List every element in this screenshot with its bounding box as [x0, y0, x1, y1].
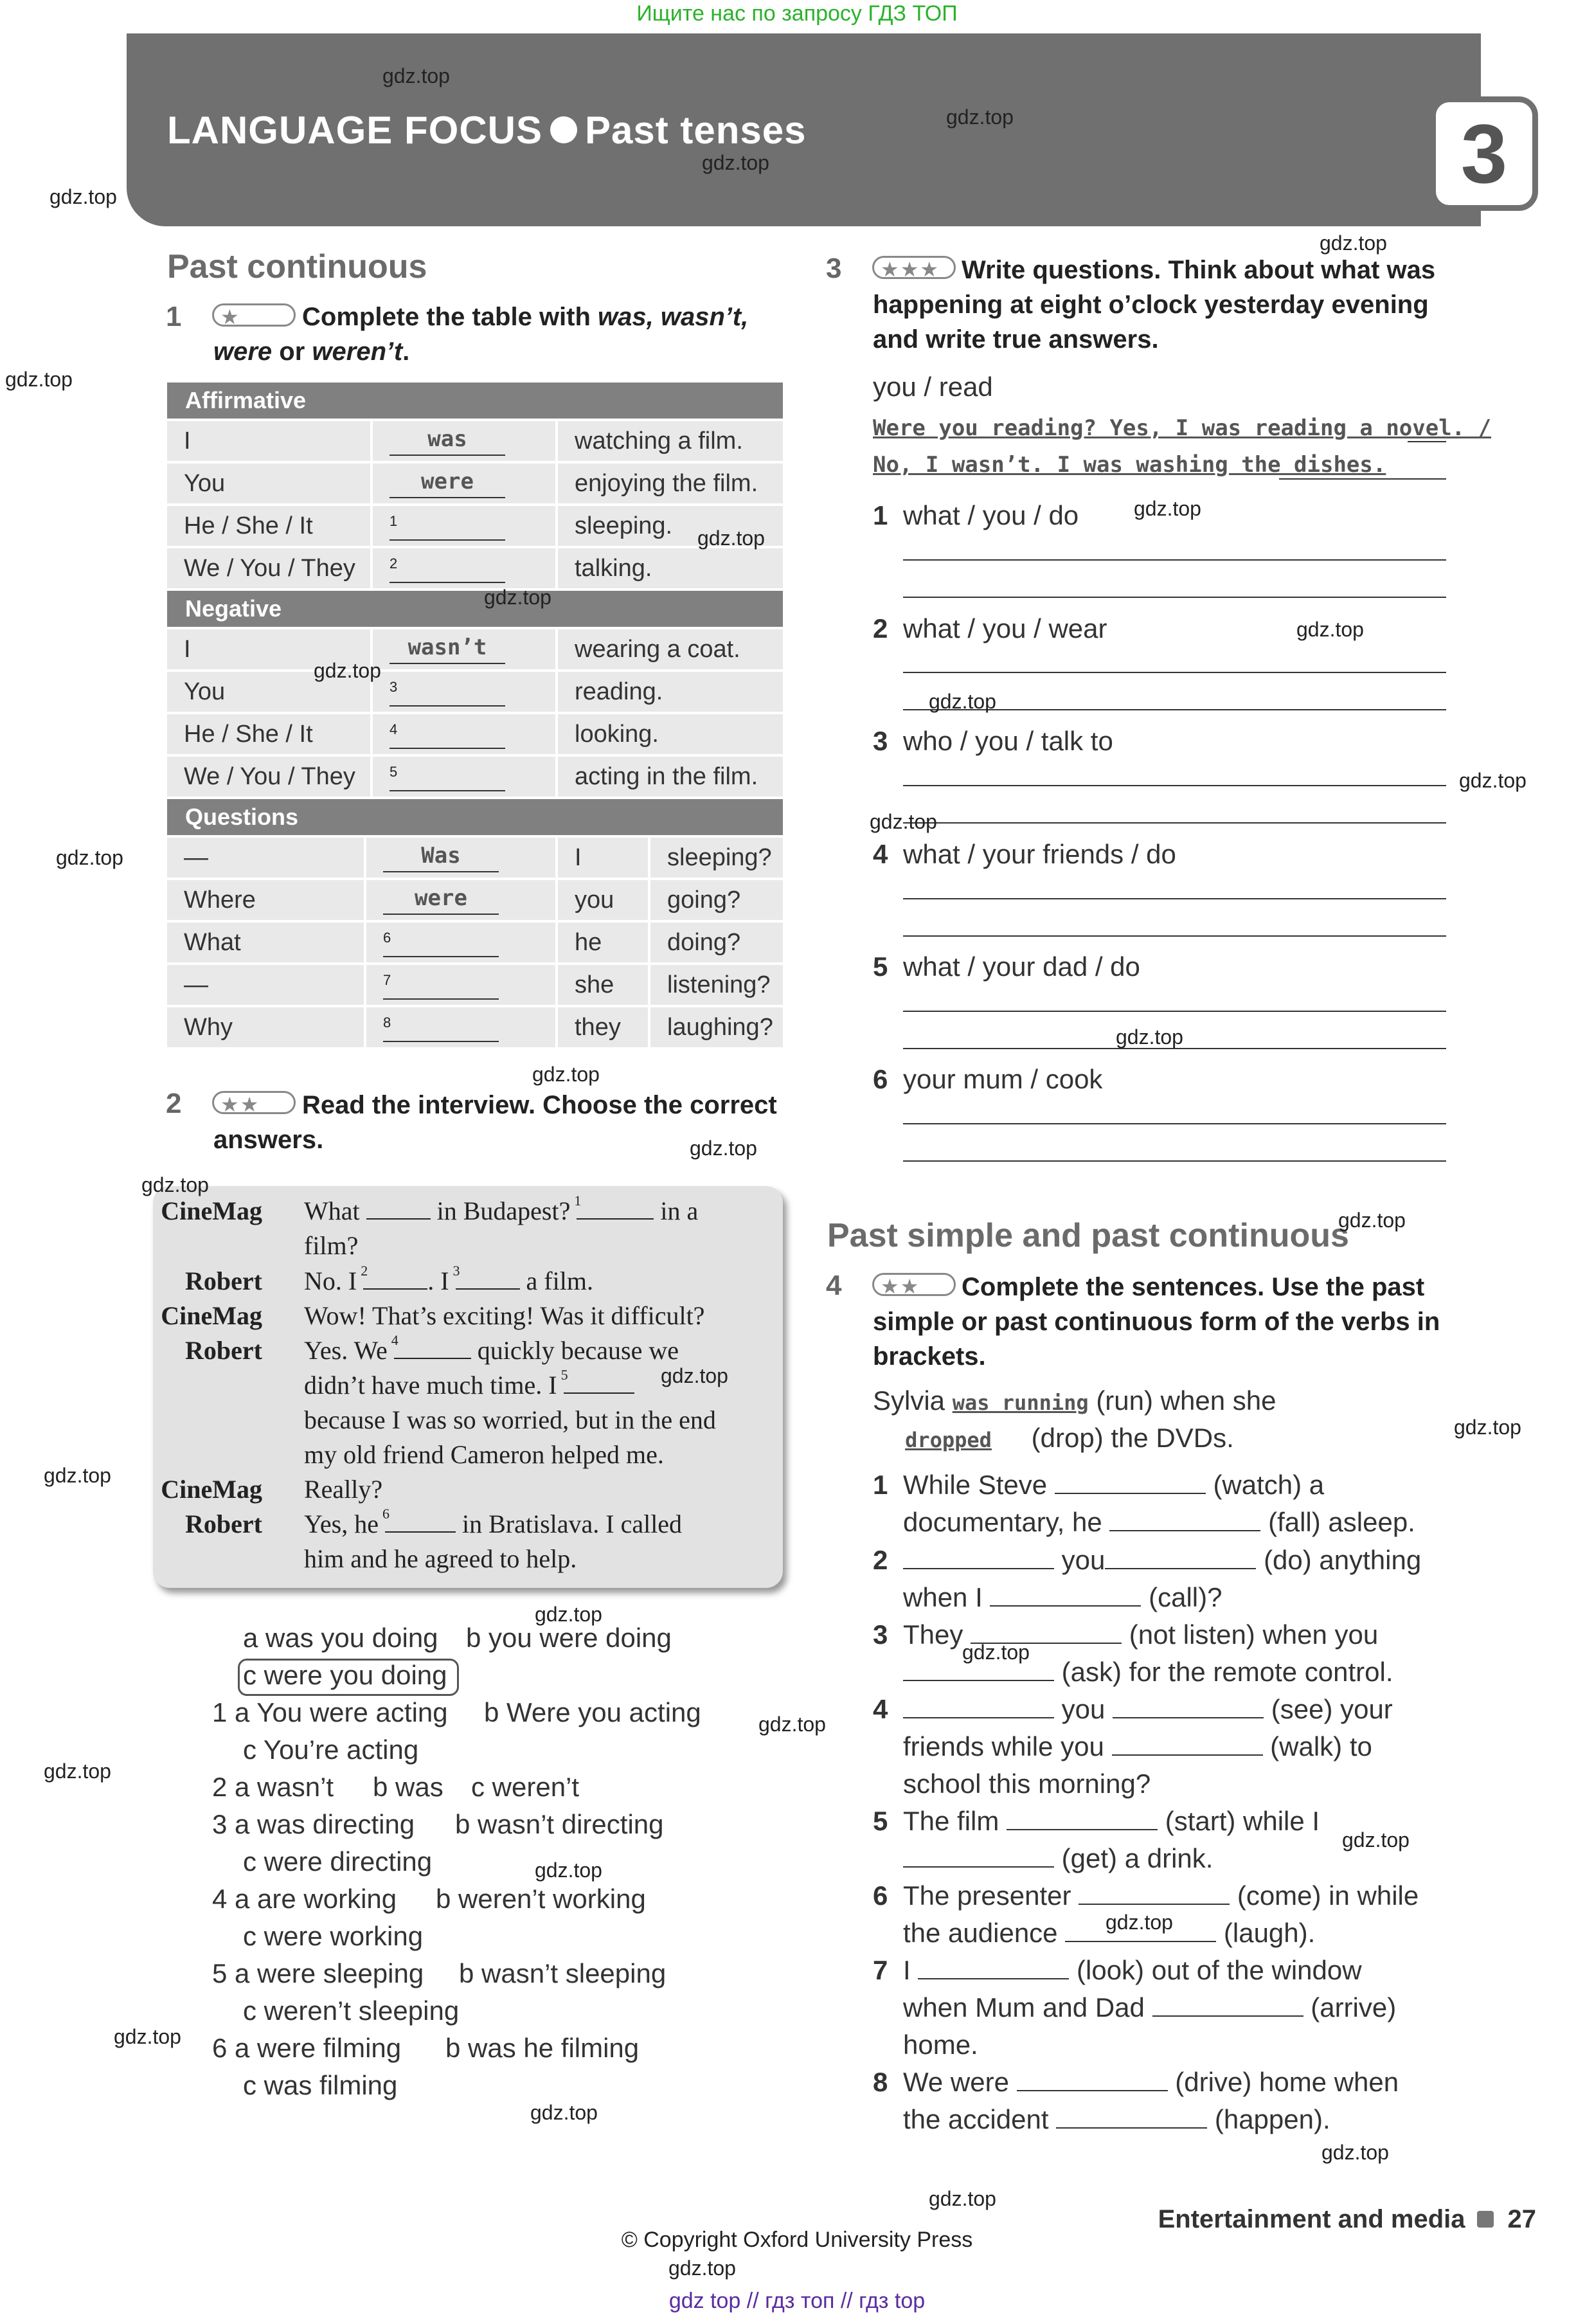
exercise-2-instruction: Read the interview. Choose the correct answers. — [213, 1091, 777, 1154]
sentence-line: The film (start) while I — [903, 1806, 1320, 1836]
sentence-line: friends while you (walk) to — [903, 1731, 1372, 1761]
watermark: gdz.top — [484, 586, 551, 609]
exercise-1-number: 1 — [166, 301, 182, 332]
exercise-4-instruction: Complete the sentences. Use the past simple or past continuous form of the verbs in brackets. — [873, 1273, 1440, 1371]
blank-cell — [373, 421, 555, 461]
answer-line[interactable] — [903, 785, 1446, 786]
rest-cell: reading. — [558, 672, 783, 712]
watermark: gdz.top — [690, 1137, 757, 1160]
question-prompt: what / your friends / do — [903, 839, 1176, 869]
speaker-cinemag: CineMag — [161, 1196, 262, 1225]
answer-blank[interactable] — [1079, 1884, 1230, 1905]
watermark: gdz.top — [1454, 1416, 1521, 1439]
example-answer: Were you reading? Yes, I was reading a novel. / — [873, 415, 1492, 441]
wh-cell: — — [167, 838, 364, 878]
watermark: gdz.top — [535, 1859, 602, 1882]
rest-cell: wearing a coat. — [558, 629, 783, 669]
table-row — [167, 464, 783, 503]
sentence-line: They (not listen) when you — [903, 1619, 1379, 1650]
answer-blank[interactable] — [1105, 1549, 1256, 1569]
sentence-line: when I (call)? — [903, 1582, 1222, 1612]
item-number: 4 — [873, 1694, 888, 1724]
answer-line[interactable] — [903, 1160, 1446, 1162]
wh-cell: What — [167, 923, 364, 962]
question-prompt: what / you / do — [903, 500, 1079, 530]
bottom-links[interactable]: gdz top // гдз топ // гдз top — [668, 2289, 926, 2313]
sentence-line: While Steve (watch) a — [903, 1470, 1325, 1500]
answer-blank[interactable]: 8 — [383, 1013, 499, 1042]
watermark: gdz.top — [114, 2025, 181, 2048]
answer-blank[interactable] — [1113, 1698, 1264, 1718]
interview-line: him and he agreed to help. — [304, 1544, 577, 1573]
watermark: gdz.top — [1342, 1828, 1410, 1851]
table-row — [167, 506, 783, 546]
square-icon — [1477, 2211, 1494, 2228]
table-row — [167, 1007, 783, 1047]
table-row — [167, 965, 783, 1005]
example-answer: No, I wasn’t. I was washing the dishes. — [873, 452, 1386, 478]
answer-blank[interactable]: 7 — [383, 970, 499, 1000]
answer-blank[interactable] — [903, 1698, 1054, 1718]
answer-blank[interactable]: wasn’t — [390, 635, 505, 664]
watermark: gdz.top — [1338, 1209, 1406, 1232]
verb-cell: listening? — [650, 965, 783, 1005]
answer-line[interactable] — [903, 1123, 1446, 1124]
question-prompt: your mum / cook — [903, 1064, 1103, 1094]
item-number: 5 — [873, 951, 888, 982]
sentence-line: I (look) out of the window — [903, 1955, 1362, 1985]
item-number: 5 — [873, 1806, 888, 1836]
speaker-robert: Robert — [185, 1336, 262, 1365]
exercise-2-number: 2 — [166, 1088, 182, 1119]
bullet-icon — [550, 116, 577, 143]
watermark: gdz.top — [661, 1364, 728, 1387]
option[interactable]: 3 a was directing — [212, 1809, 415, 1839]
item-number: 1 — [873, 500, 888, 530]
watermark: gdz.top — [1106, 1911, 1173, 1934]
subject-cell: You — [167, 672, 370, 712]
table-row — [167, 923, 783, 962]
verb-cell: doing? — [650, 923, 783, 962]
table-row — [167, 880, 783, 920]
subject-cell: they — [558, 1007, 648, 1047]
exercise-4-number: 4 — [826, 1270, 842, 1301]
sentence-line: you (see) your — [903, 1694, 1393, 1725]
item-number: 4 — [873, 839, 888, 869]
rest-cell: acting in the film. — [558, 757, 783, 797]
sentence-line: the audience (laugh). — [903, 1918, 1316, 1948]
answer-line[interactable] — [903, 1011, 1446, 1012]
wh-cell: — — [167, 965, 364, 1005]
table-section-questions: Questions — [167, 799, 783, 835]
answer-blank[interactable]: 5 — [390, 762, 505, 791]
option[interactable]: b Were you acting — [484, 1697, 701, 1727]
watermark: gdz.top — [314, 659, 381, 682]
watermark: gdz.top — [141, 1173, 209, 1196]
watermark: gdz.top — [1116, 1025, 1183, 1049]
table-section-negative: Negative — [167, 591, 783, 627]
sentence-line: (ask) for the remote control. — [903, 1657, 1393, 1688]
blank-cell — [373, 548, 555, 588]
title-left: LANGUAGE FOCUS — [167, 109, 542, 152]
answer-blank[interactable]: Was — [383, 843, 499, 872]
subject-cell: He / She / It — [167, 714, 370, 754]
option[interactable]: b was — [373, 1772, 443, 1802]
sentence-line: We were (drive) home when — [903, 2067, 1399, 2097]
answer-blank[interactable] — [903, 1549, 1054, 1569]
answer-blank[interactable] — [918, 1959, 1069, 1979]
option[interactable]: b wasn’t sleeping — [459, 1958, 667, 1988]
watermark: gdz.top — [56, 846, 123, 869]
option[interactable]: b weren’t working — [436, 1884, 646, 1914]
rest-cell: sleeping. — [558, 506, 783, 546]
table-row — [167, 421, 783, 461]
item-number: 2 — [873, 613, 888, 644]
option[interactable]: 2 a wasn’t — [212, 1772, 334, 1802]
answer-blank[interactable]: 4 — [390, 719, 505, 749]
answer-blank[interactable] — [1017, 2071, 1168, 2091]
option[interactable]: b wasn’t directing — [455, 1809, 664, 1839]
speaker-robert: Robert — [185, 1266, 262, 1295]
answer-blank[interactable] — [1109, 1511, 1260, 1531]
interview-line: Really? — [304, 1475, 383, 1504]
answer-blank[interactable] — [1055, 1473, 1206, 1494]
sentence-line: school this morning? — [903, 1769, 1151, 1799]
watermark: gdz.top — [44, 1760, 111, 1783]
blank-cell — [373, 506, 555, 546]
option[interactable]: c You’re acting — [243, 1734, 419, 1765]
sentence-line: home. — [903, 2030, 978, 2060]
unit-number: 3 — [1430, 96, 1538, 211]
watermark: gdz.top — [668, 2256, 736, 2280]
question-prompt: what / you / wear — [903, 613, 1107, 644]
blank-cell — [373, 672, 555, 712]
sentence-line: The presenter (come) in while — [903, 1880, 1419, 1911]
option[interactable]: a was you doing — [243, 1623, 438, 1653]
question-prompt: what / your dad / do — [903, 951, 1140, 982]
blank-cell — [366, 965, 555, 1005]
interview-line: Yes, he 6 in Bratislava. I called — [304, 1506, 683, 1538]
subject-cell: you — [558, 880, 648, 920]
watermark: gdz.top — [535, 1603, 602, 1626]
watermark: gdz.top — [1296, 618, 1364, 641]
example-sentence: dropped (drop) the DVDs. — [905, 1423, 1234, 1453]
subject-cell: I — [167, 421, 370, 461]
interview-line: No. I 2 . I 3 a film. — [304, 1263, 593, 1295]
answer-line[interactable] — [903, 898, 1446, 899]
exercise-1-instruction: Complete the table with was, wasn’t, were or weren’t. — [213, 303, 749, 366]
option[interactable]: b was he filming — [445, 2033, 640, 2063]
interview-line: Wow! That’s exciting! Was it difficult? — [304, 1301, 705, 1330]
answer-line — [1408, 441, 1446, 442]
blank-cell — [373, 714, 555, 754]
option[interactable]: 5 a were sleeping — [212, 1958, 424, 1988]
watermark: gdz.top — [946, 105, 1014, 129]
verb-cell: sleeping? — [650, 838, 783, 878]
subject-cell: We / You / They — [167, 548, 370, 588]
table-row — [167, 672, 783, 712]
watermark: gdz.top — [1134, 497, 1201, 520]
watermark: gdz.top — [929, 2187, 996, 2210]
interview-line: Yes. We 4 quickly because we — [304, 1332, 679, 1365]
top-note: Ищите нас по запросу ГДЗ ТОП — [636, 1, 958, 26]
subject-cell: I — [167, 629, 370, 669]
verb-cell: going? — [650, 880, 783, 920]
answer-blank[interactable]: 2 — [390, 554, 505, 583]
wh-cell: Why — [167, 1007, 364, 1047]
blank-cell — [366, 838, 555, 878]
grammar-table — [167, 383, 783, 1050]
answer-blank[interactable]: 6 — [383, 928, 499, 957]
interview-line: What in Budapest? 1 in a — [304, 1193, 699, 1225]
blank-cell — [373, 629, 555, 669]
watermark: gdz.top — [702, 151, 769, 174]
answer-blank[interactable]: 1 — [390, 511, 505, 541]
answer-line[interactable] — [903, 597, 1446, 598]
answer-blank[interactable] — [1007, 1810, 1158, 1830]
sentence-line: the accident (happen). — [903, 2104, 1330, 2134]
answer-blank[interactable]: were — [383, 885, 499, 915]
answer-blank[interactable]: were — [390, 469, 505, 498]
answer-line[interactable] — [903, 559, 1446, 561]
answer-line[interactable] — [903, 822, 1446, 824]
subject-cell: We / You / They — [167, 757, 370, 797]
answer-blank[interactable] — [903, 1847, 1054, 1868]
option[interactable]: c were working — [243, 1921, 424, 1951]
watermark: gdz.top — [1320, 231, 1387, 255]
verb-cell: laughing? — [650, 1007, 783, 1047]
example-prompt: you / read — [873, 372, 993, 402]
item-number: 6 — [873, 1064, 888, 1094]
question-prompt: who / you / talk to — [903, 726, 1113, 756]
answer-blank[interactable] — [1152, 1996, 1303, 2017]
interview-line: because I was so worried, but in the end — [304, 1405, 716, 1434]
sentence-line: (get) a drink. — [903, 1843, 1213, 1874]
speaker-robert: Robert — [185, 1509, 262, 1538]
subject-cell: He / She / It — [167, 506, 370, 546]
sentence-line: documentary, he (fall) asleep. — [903, 1507, 1415, 1537]
wh-cell: Where — [167, 880, 364, 920]
rest-cell: enjoying the film. — [558, 464, 783, 503]
watermark: gdz.top — [44, 1464, 111, 1487]
item-number: 3 — [873, 1619, 888, 1650]
option[interactable]: c was filming — [243, 2070, 398, 2100]
watermark: gdz.top — [5, 368, 73, 391]
answer-blank[interactable]: 3 — [390, 677, 505, 707]
interview-line: my old friend Cameron helped me. — [304, 1440, 664, 1469]
subject-cell: I — [558, 838, 648, 878]
table-row — [167, 757, 783, 797]
answer-blank[interactable] — [990, 1586, 1141, 1607]
rest-cell: looking. — [558, 714, 783, 754]
blank-cell — [373, 464, 555, 503]
sentence-line: you (do) anything — [903, 1545, 1421, 1576]
option[interactable]: 6 a were filming — [212, 2033, 402, 2063]
answer-blank[interactable]: was — [390, 426, 505, 456]
watermark: gdz.top — [1459, 769, 1527, 792]
table-row — [167, 714, 783, 754]
exercise-3-number: 3 — [826, 253, 842, 284]
watermark: gdz.top — [530, 2101, 598, 2124]
example-sentence: Sylvia was running (run) when she — [873, 1385, 1276, 1416]
page-title — [167, 108, 807, 152]
exercise-3-instruction: Write questions. Think about what was happening at eight o’clock yesterday evening and write true answers. — [873, 256, 1436, 354]
option[interactable]: c weren’t — [471, 1772, 580, 1802]
speaker-cinemag: CineMag — [161, 1301, 262, 1330]
subject-cell: he — [558, 923, 648, 962]
watermark: gdz.top — [929, 690, 996, 713]
watermark: gdz.top — [1321, 2141, 1389, 2164]
option[interactable]: 4 a are working — [212, 1884, 397, 1914]
option[interactable]: 1 a You were acting — [212, 1697, 448, 1727]
subject-cell: she — [558, 965, 648, 1005]
sentence-line: when Mum and Dad (arrive) — [903, 1992, 1397, 2022]
item-number: 2 — [873, 1545, 888, 1575]
option[interactable]: c weren’t sleeping — [243, 1995, 460, 2026]
item-number: 6 — [873, 1880, 888, 1911]
title-right: Past tenses — [585, 109, 807, 152]
page-number: 27 — [1507, 2205, 1536, 2233]
answer-blank[interactable] — [1056, 2108, 1207, 2129]
copyright: © Copyright Oxford University Press — [621, 2228, 973, 2252]
watermark: gdz.top — [758, 1713, 826, 1736]
item-number: 1 — [873, 1470, 888, 1500]
item-number: 8 — [873, 2067, 888, 2097]
blank-cell — [373, 757, 555, 797]
answer-line[interactable] — [903, 935, 1446, 937]
option[interactable]: b you were doing — [466, 1623, 672, 1653]
interview-line: didn’t have much time. I 5 — [304, 1370, 634, 1400]
exercise-1-stars: ★ — [212, 303, 296, 327]
watermark: gdz.top — [382, 64, 450, 87]
table-row — [167, 838, 783, 878]
rest-cell: watching a film. — [558, 421, 783, 461]
footer-unit: Entertainment and media 27 — [1158, 2205, 1536, 2233]
table-row — [167, 548, 783, 588]
rest-cell: talking. — [558, 548, 783, 588]
item-number: 3 — [873, 726, 888, 756]
blank-cell — [366, 880, 555, 920]
watermark: gdz.top — [962, 1641, 1030, 1664]
watermark: gdz.top — [532, 1063, 600, 1086]
blank-cell — [366, 1007, 555, 1047]
interview-line: film? — [304, 1231, 359, 1260]
section-title-past-continuous: Past continuous — [167, 248, 427, 285]
blank-cell — [366, 923, 555, 962]
exercise-4-stars: ★★ — [872, 1273, 956, 1297]
answer-line[interactable] — [903, 672, 1446, 673]
watermark: gdz.top — [870, 810, 937, 833]
speaker-cinemag: CineMag — [161, 1475, 262, 1504]
item-number: 7 — [873, 1955, 888, 1985]
watermark: gdz.top — [49, 185, 117, 208]
option-selected[interactable]: c were you doing — [243, 1660, 447, 1690]
table-section-affirmative: Affirmative — [167, 383, 783, 419]
exercise-3-stars: ★★★ — [872, 256, 956, 280]
table-row — [167, 629, 783, 669]
answer-line — [1279, 478, 1446, 480]
option[interactable]: c were directing — [243, 1846, 433, 1877]
answer-blank[interactable] — [1112, 1735, 1263, 1756]
section-title-past-simple-continuous: Past simple and past continuous — [827, 1217, 1349, 1254]
subject-cell: You — [167, 464, 370, 503]
exercise-2-stars: ★★ — [212, 1091, 296, 1115]
watermark: gdz.top — [697, 527, 765, 550]
